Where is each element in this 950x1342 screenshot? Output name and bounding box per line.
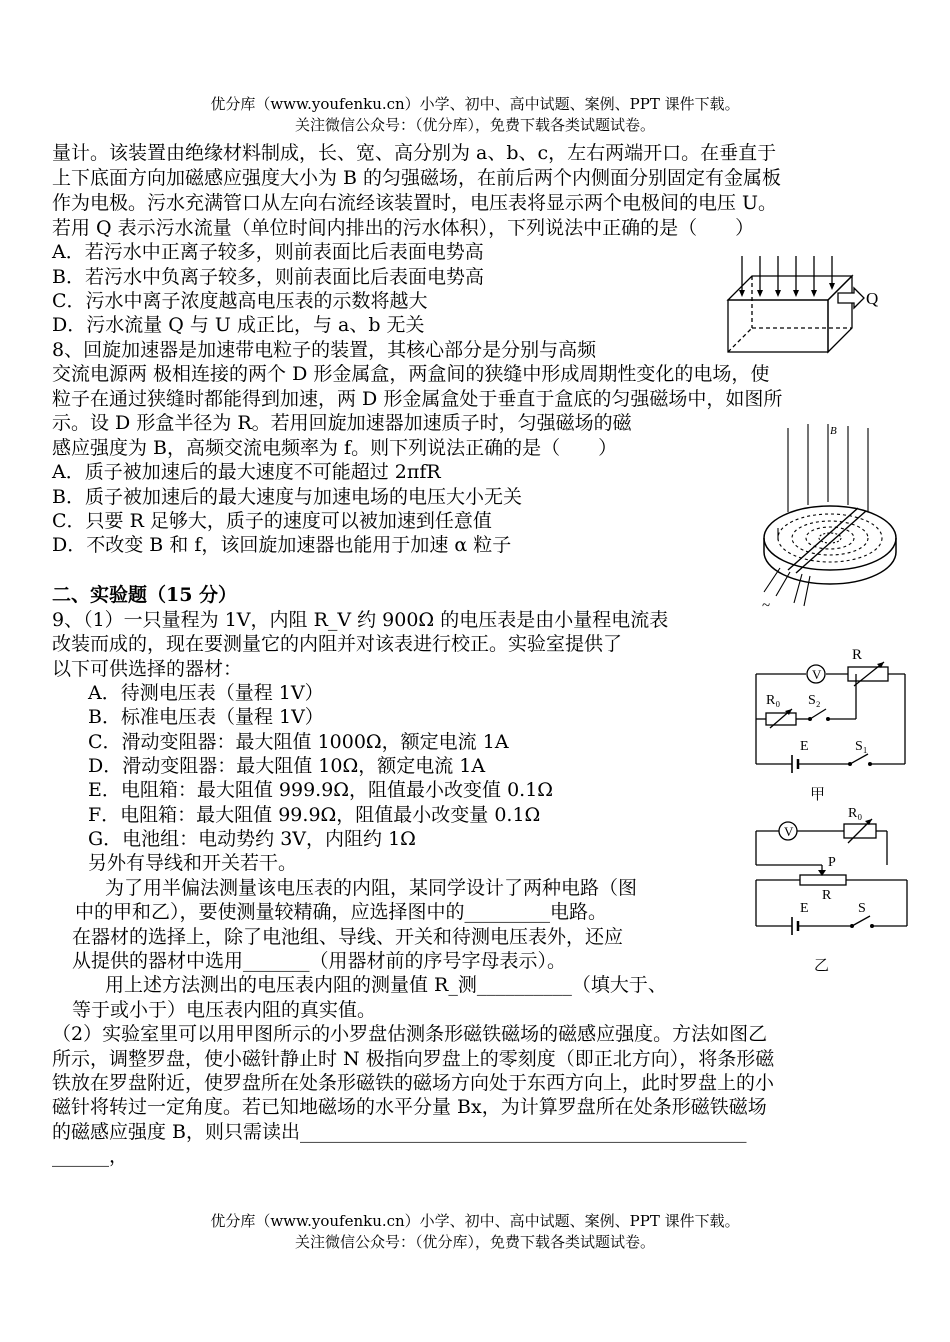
q9-intro-line: 9、（1）一只量程为 1V，内阻 R_V 约 900Ω 的电压表是由小量程电流表	[52, 609, 669, 631]
cyclotron-b-label: B	[830, 425, 837, 437]
q8-text-line: 8、回旋加速器是加速带电粒子的装置，其核心部分是分别与高频	[52, 339, 597, 361]
q9-part2-line: 的磁感应强度 B，则只需读出_______________________________________________	[52, 1121, 747, 1143]
section-title: 二、实验题（15 分）	[52, 584, 238, 606]
q9-para2-line: 用上述方法测出的电压表内阻的测量值 R_测__________（填大于、	[105, 974, 667, 996]
jia-caption: 甲	[810, 787, 826, 803]
q8-text-line: 示。设 D 形盒半径为 R。若用回旋加速器加速质子时，匀强磁场的磁	[52, 412, 632, 434]
yi-label-s: S	[858, 901, 866, 916]
q9-intro-line: 改装而成的，现在要测量它的内阻并对该表进行校正。实验室提供了	[52, 633, 623, 655]
circuit-jia	[752, 642, 924, 807]
yi-voltmeter-v: V	[784, 824, 794, 839]
q7-text-line: 作为电极。污水充满管口从左向右流经该装置时，电压表将显示两个电极间的电压 U。	[52, 192, 778, 214]
q7-option-b: B．若污水中负离子较多，则前表面比后表面电势高	[52, 266, 484, 288]
q9-part2-line: 铁放在罗盘附近，使罗盘所在处条形磁铁的磁场方向处于东西方向上，此时罗盘上的小	[52, 1072, 775, 1094]
jia-label-s2: S₂	[808, 693, 821, 708]
yi-caption: 乙	[814, 958, 830, 974]
q9-item-b: B．标准电压表（量程 1V）	[88, 706, 324, 728]
flow-label-q: Q	[866, 289, 879, 308]
q7-text-line: 上下底面方向加磁感应强度大小为 B 的匀强磁场，在前后两个内侧面分别固定有金属板	[52, 167, 782, 189]
q9-item-e: E．电阻箱：最大阻值 999.9Ω，阻值最小改变值 0.1Ω	[88, 779, 554, 801]
q8-option-a: A．质子被加速后的最大速度不可能超过 2πfR	[52, 461, 441, 483]
q9-item-d: D．滑动变阻器：最大阻值 10Ω，额定电流 1A	[88, 755, 486, 777]
page-footer-line2: 关注微信公众号：（优分库），免费下载各类试题试卷。	[294, 1233, 655, 1251]
q7-option-d: D．污水流量 Q 与 U 成正比，与 a、b 无关	[52, 314, 425, 336]
q7-text-line: 量计。该装置由绝缘材料制成，长、宽、高分别为 a、b、c，左右两端开口。在垂直于	[52, 142, 777, 164]
jia-label-e: E	[800, 739, 809, 754]
yi-label-r: R	[822, 888, 832, 903]
q9-item-c: C．滑动变阻器：最大阻值 1000Ω，额定电流 1A	[88, 731, 509, 753]
jia-label-r0: R₀	[766, 693, 781, 708]
flow-meter-figure	[720, 250, 890, 360]
cyclotron-figure	[750, 420, 920, 615]
q8-option-b: B．质子被加速后的最大速度与加速电场的电压大小无关	[52, 486, 522, 508]
jia-voltmeter-v: V	[812, 667, 822, 682]
jia-label-s1: S₁	[855, 739, 868, 754]
q8-option-d: D．不改变 B 和 f，该回旋加速器也能用于加速 α 粒子	[52, 534, 512, 556]
q9-intro-line: 以下可供选择的器材：	[52, 658, 243, 680]
q9-part2-line: （2）实验室里可以用甲图所示的小罗盘估测条形磁铁磁场的磁感应强度。方法如图乙	[52, 1023, 768, 1045]
q9-para1-line: 为了用半偏法测量该电压表的内阻，某同学设计了两种电路（图	[105, 877, 638, 899]
q9-para1-line: 从提供的器材中选用_______（用器材前的序号字母表示）。	[72, 950, 567, 972]
q9-item-f: F．电阻箱：最大阻值 99.9Ω，阻值最小改变量 0.1Ω	[88, 804, 541, 826]
q9-part2-line: ______，	[52, 1145, 129, 1167]
q9-item-a: A．待测电压表（量程 1V）	[88, 682, 324, 704]
q9-item-g: G．电池组：电动势约 3V，内阻约 1Ω	[88, 828, 416, 850]
yi-label-r0: R₀	[848, 806, 863, 821]
q9-para1-line: 中的甲和乙），要使测量较精确，应选择图中的_________电路。	[75, 901, 608, 923]
q7-text-line: 若用 Q 表示污水流量（单位时间内排出的污水体积），下列说法中正确的是（ ）	[52, 217, 755, 239]
q9-part2-line: 所示，调整罗盘，使小磁针静止时 N 极指向罗盘上的零刻度（即正北方向），将条形磁	[52, 1048, 775, 1070]
page-header-line2: 关注微信公众号：（优分库），免费下载各类试题试卷。	[294, 116, 655, 134]
q8-text-line: 交流电源两 极相连接的两个 D 形金属盒，两盒间的狭缝中形成周期性变化的电场，使	[52, 363, 770, 385]
circuit-yi	[752, 800, 924, 980]
q9-para1-line: 在器材的选择上，除了电池组、导线、开关和待测电压表外，还应	[72, 926, 624, 948]
page-header-line1: 优分库（www.youfenku.cn）小学、初中、高中试题、案例、PPT 课件下载。	[210, 95, 740, 113]
ac-source-symbol: ~	[762, 598, 771, 614]
q8-text-line: 感应强度为 B，高频交流电频率为 f。则下列说法正确的是（ ）	[52, 437, 618, 459]
yi-label-p: P	[828, 855, 836, 870]
q8-option-c: C．只要 R 足够大，质子的速度可以被加速到任意值	[52, 510, 492, 532]
yi-label-e: E	[800, 901, 809, 916]
q9-para2-line: 等于或小于）电压表内阻的真实值。	[72, 999, 377, 1021]
q9-part2-line: 磁针将转过一定角度。若已知地磁场的水平分量 Bx，为计算罗盘所在处条形磁铁磁场	[52, 1096, 767, 1118]
q7-option-c: C．污水中离子浓度越高电压表的示数将越大	[52, 290, 428, 312]
q9-extra: 另外有导线和开关若干。	[88, 852, 298, 874]
q7-option-a: A．若污水中正离子较多，则前表面比后表面电势高	[52, 241, 484, 263]
q8-text-line: 粒子在通过狭缝时都能得到加速，两 D 形金属盒处于垂直于盒底的匀强磁场中，如图所	[52, 388, 783, 410]
jia-label-r: R	[852, 647, 863, 663]
page-footer-line1: 优分库（www.youfenku.cn）小学、初中、高中试题、案例、PPT 课件下载。	[210, 1212, 740, 1230]
